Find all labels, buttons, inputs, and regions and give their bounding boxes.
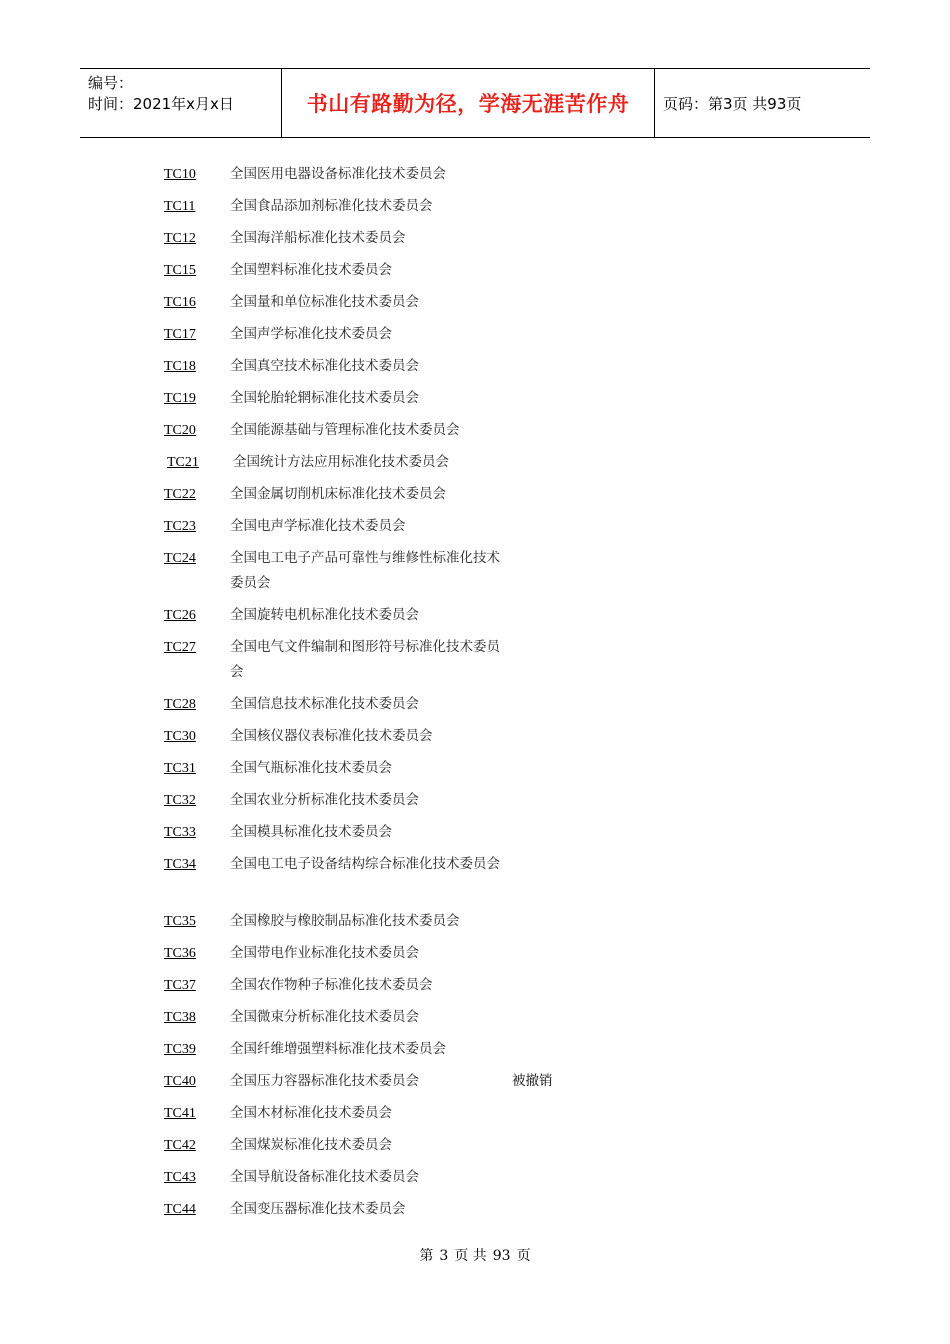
committee-code-link[interactable]: TC19	[164, 391, 196, 406]
list-item	[164, 724, 524, 749]
committee-code-link[interactable]: TC39	[164, 1042, 196, 1057]
list-item	[164, 450, 524, 475]
list-item	[164, 941, 524, 966]
list-item	[164, 1133, 524, 1158]
committee-name: 全国农作物种子标准化技术委员会	[230, 977, 433, 993]
footer-suffix: 页	[516, 1248, 531, 1264]
page-info: 页码：第3页 共93页	[663, 94, 802, 113]
committee-name: 全国食品添加剂标准化技术委员会	[230, 198, 433, 214]
list-item	[164, 820, 524, 845]
page-footer	[0, 1245, 950, 1265]
committee-name: 全国能源基础与管理标准化技术委员会	[230, 422, 460, 438]
committee-name: 全国模具标准化技术委员会	[230, 824, 392, 840]
committee-code-link[interactable]: TC16	[164, 295, 196, 310]
committee-name: 全国统计方法应用标准化技术委员会	[233, 454, 449, 470]
committee-code-link[interactable]: TC28	[164, 697, 196, 712]
committee-code-link[interactable]: TC26	[164, 608, 196, 623]
page-header	[80, 68, 870, 138]
committee-code-link[interactable]: TC18	[164, 359, 196, 374]
committee-code-link[interactable]: TC40	[164, 1074, 196, 1089]
list-item	[164, 290, 524, 315]
committee-code-link[interactable]: TC37	[164, 978, 196, 993]
committee-code-link[interactable]: TC32	[164, 793, 196, 808]
committee-code-link[interactable]: TC24	[164, 551, 196, 566]
list-item	[164, 1101, 524, 1126]
committee-name: 全国量和单位标准化技术委员会	[230, 294, 419, 310]
committee-name: 全国旋转电机标准化技术委员会	[230, 607, 419, 623]
footer-prefix: 第	[419, 1248, 434, 1264]
committee-name: 全国变压器标准化技术委员会	[230, 1201, 406, 1217]
list-item	[164, 1165, 524, 1190]
committee-name: 全国导航设备标准化技术委员会	[230, 1169, 419, 1185]
committee-name: 全国木材标准化技术委员会	[230, 1105, 392, 1121]
list-item	[164, 909, 524, 934]
committee-name: 全国纤维增强塑料标准化技术委员会	[230, 1041, 446, 1057]
committee-code-link[interactable]: TC22	[164, 487, 196, 502]
list-item	[164, 852, 524, 877]
committee-code-link[interactable]: TC38	[164, 1010, 196, 1025]
committee-code-link[interactable]: TC44	[164, 1202, 196, 1217]
status-note: 被撤销	[512, 1073, 553, 1089]
list-item	[164, 194, 524, 219]
list-item	[164, 635, 524, 685]
committee-name: 全国电工电子产品可靠性与维修性标准化技术委员会	[230, 550, 500, 591]
committee-code-link[interactable]: TC10	[164, 167, 196, 182]
list-item	[164, 354, 524, 379]
list-item	[164, 788, 524, 813]
footer-middle: 页 共	[454, 1248, 487, 1264]
committee-name: 全国压力容器标准化技术委员会	[230, 1073, 419, 1089]
committee-name: 全国轮胎轮辋标准化技术委员会	[230, 390, 419, 406]
committee-name: 全国气瓶标准化技术委员会	[230, 760, 392, 776]
list-item	[164, 386, 524, 411]
committee-name: 全国海洋船标准化技术委员会	[230, 230, 406, 246]
list-item	[164, 973, 524, 998]
committee-name: 全国真空技术标准化技术委员会	[230, 358, 419, 374]
footer-total-pages: 93	[492, 1248, 511, 1264]
committee-name: 全国农业分析标准化技术委员会	[230, 792, 419, 808]
number-label: 编号：	[88, 74, 134, 92]
committee-code-link[interactable]: TC12	[164, 231, 196, 246]
list-item	[164, 1005, 524, 1030]
list-item	[164, 514, 524, 539]
list-item	[164, 1069, 524, 1094]
committee-code-link[interactable]: TC23	[164, 519, 196, 534]
list-item	[164, 1037, 524, 1062]
committee-name: 全国煤炭标准化技术委员会	[230, 1137, 392, 1153]
committee-code-link[interactable]: TC17	[164, 327, 196, 342]
list-item	[164, 692, 524, 717]
committee-code-link[interactable]: TC30	[164, 729, 196, 744]
list-item	[164, 603, 524, 628]
committee-name: 全国带电作业标准化技术委员会	[230, 945, 419, 961]
committee-code-link[interactable]: TC42	[164, 1138, 196, 1153]
committee-code-link[interactable]: TC31	[164, 761, 196, 776]
header-page-info-cell	[655, 69, 870, 137]
committee-name: 全国金属切削机床标准化技术委员会	[230, 486, 446, 502]
committee-name: 全国声学标准化技术委员会	[230, 326, 392, 342]
committee-name: 全国微束分析标准化技术委员会	[230, 1009, 419, 1025]
committee-code-link[interactable]: TC43	[164, 1170, 196, 1185]
list-item	[164, 258, 524, 283]
list-item	[164, 1197, 524, 1222]
committee-code-link[interactable]: TC20	[164, 423, 196, 438]
motto: 书山有路勤为径，学海无涯苦作舟	[306, 92, 630, 116]
list-item	[164, 226, 524, 251]
list-item	[164, 482, 524, 507]
committee-name: 全国塑料标准化技术委员会	[230, 262, 392, 278]
committee-name: 全国信息技术标准化技术委员会	[230, 696, 419, 712]
committee-code-link[interactable]: TC34	[164, 857, 196, 872]
header-meta	[80, 69, 282, 137]
committee-code-link[interactable]: TC21	[167, 455, 199, 470]
committee-name: 全国电气文件编制和图形符号标准化技术委员会	[230, 639, 500, 680]
list-item	[164, 546, 524, 596]
list-item	[164, 418, 524, 443]
header-motto-cell	[282, 69, 655, 137]
committee-name: 全国核仪器仪表标准化技术委员会	[230, 728, 433, 744]
committee-code-link[interactable]: TC11	[164, 199, 196, 214]
footer-page-number: 3	[439, 1248, 449, 1264]
committee-name: 全国电声学标准化技术委员会	[230, 518, 406, 534]
committee-code-link[interactable]: TC41	[164, 1106, 196, 1121]
committee-code-link[interactable]: TC15	[164, 263, 196, 278]
committee-code-link[interactable]: TC27	[164, 640, 196, 655]
committee-code-link[interactable]: TC33	[164, 825, 196, 840]
committee-name: 全国电工电子设备结构综合标准化技术委员会	[230, 856, 500, 872]
list-item	[164, 756, 524, 781]
committee-name: 全国橡胶与橡胶制品标准化技术委员会	[230, 913, 460, 929]
committee-code-link[interactable]: TC35	[164, 914, 196, 929]
committee-code-link[interactable]: TC36	[164, 946, 196, 961]
time-label: 时间：2021年x月x日	[88, 95, 234, 113]
committee-name: 全国医用电器设备标准化技术委员会	[230, 166, 446, 182]
list-item	[164, 322, 524, 347]
list-item	[164, 162, 524, 187]
